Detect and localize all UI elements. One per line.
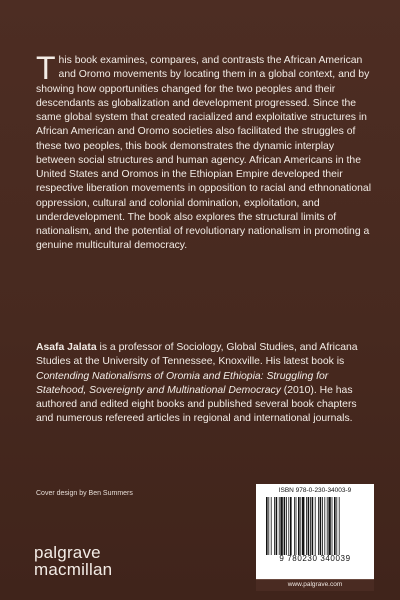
bio-text-1: is a professor of Sociology, Global Studies, and Africana Studies at the University of Tennessee, Knoxville. His latest book is (36, 342, 358, 368)
publisher-logo (34, 544, 112, 578)
blurb-text: his book examines, compares, and contrasts the African American and Oromo movements by locating them in a global context, and by showing how opportunities changed for the two peoples and their descendants as globalization and development progressed. Since the same global system that created racialized and exploitative structures in African American and Oromo societies also facilitated the struggles of these two peoples, this book demonstrates the dynamic interplay between social structures and human agency. African Americans in the United States and Oromos in the Ethiopian Empire developed their respective liberation movements in opposition to racial and ethnonational oppression, cultural and colonial domination, exploitation, and underdevelopment. The book also explores the structural limits of nationalism, and the potential of revolutionary nationalism in promoting a genuine multicultural democracy. (36, 55, 372, 252)
website-url: www.palgrave.com (287, 581, 343, 588)
author-name: Asafa Jalata (36, 342, 97, 353)
bio-text-2: (2010). He has authored and edited eight books and published several book chapters and numerous refereed articles in regional and international journals. (36, 384, 357, 425)
drop-cap: T (36, 50, 56, 86)
latest-book-title: Contending Nationalisms of Oromia and Ethiopia: Struggling for Statehood, Sovereignty and Multinational Democracy (36, 370, 329, 396)
author-bio (36, 341, 370, 427)
cover-design-credit: Cover design by Ben Summers (36, 490, 133, 497)
publisher-name-line1: palgrave (34, 543, 101, 562)
isbn-label: ISBN 978-0-230-34003-9 (278, 487, 352, 494)
website-strip (256, 579, 374, 591)
barcode-icon (264, 497, 368, 555)
blurb-paragraph (36, 50, 372, 254)
barcode-digits: 9 780230 340039 (279, 554, 351, 563)
barcode-box (256, 484, 374, 579)
publisher-name-line2: macmillan (34, 560, 113, 579)
